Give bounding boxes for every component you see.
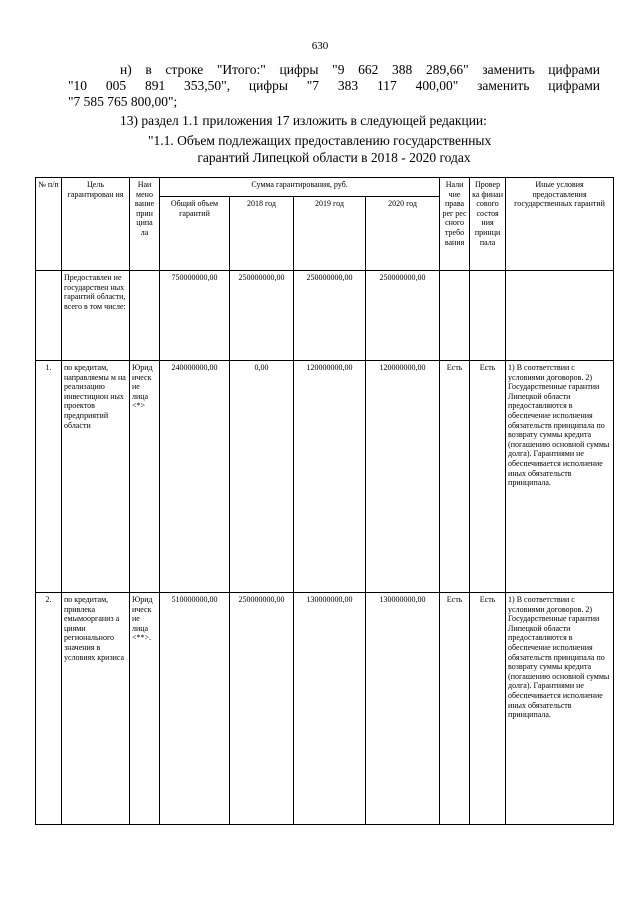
amendment-line-2: "10 005 891 353,50", цифры "7 383 117 400,00" заменить цифрами: [68, 78, 600, 93]
cell-total: 750000000,00: [160, 271, 230, 361]
cell-principal: Юрид ическ ие лица <*>: [130, 361, 160, 593]
table-header-row: [36, 178, 614, 197]
cell-total: 240000000,00: [160, 361, 230, 593]
header-2019: 2019 год: [294, 197, 366, 271]
cell-total: 510000000,00: [160, 593, 230, 825]
cell-num: 2.: [36, 593, 62, 825]
header-recourse: Нали чие права рег рес сного требо вания: [440, 178, 470, 271]
table-row: [36, 593, 614, 825]
section-heading-line-1: "1.1. Объем подлежащих предоставлению государственных: [148, 133, 492, 148]
header-total: Общий объем гарантий: [160, 197, 230, 271]
section-heading: [68, 132, 600, 166]
cell-other: 1) В соответствии с условиями договоров. 2) Государственные гарантии Липецкой области предоставляются в обеспечение исполнения обязательств принципала по возврату суммы кредита (погашению основной суммы долга). Гарантиями не обеспечивается исполнение иных обязательств принципала.: [506, 593, 614, 825]
cell-purpose: Предоставлен ие государствен ных гарантий области, всего в том числе:: [62, 271, 130, 361]
cell-2018: 250000000,00: [230, 593, 294, 825]
cell-2020: 120000000,00: [366, 361, 440, 593]
header-purpose: Цель гарантирован ия: [62, 178, 130, 271]
table-row: [36, 361, 614, 593]
cell-recourse: Есть: [440, 361, 470, 593]
amendment-paragraph-n: [68, 62, 600, 110]
cell-2019: 250000000,00: [294, 271, 366, 361]
header-principal: Наи мено вание прин ципа ла: [130, 178, 160, 271]
page-number: 630: [311, 40, 329, 52]
header-other: Иные условия предоставления государственных гарантий: [506, 178, 614, 271]
amendment-line-3: "7 585 765 800,00";: [68, 94, 178, 109]
guarantees-table: [35, 177, 614, 825]
cell-2020: 250000000,00: [366, 271, 440, 361]
cell-principal: Юрид ическ ие лица <**>.: [130, 593, 160, 825]
cell-recourse: [440, 271, 470, 361]
cell-purpose: по кредитам, привлека емымоорганиз а циями регионального значения в условиях кризиса: [62, 593, 130, 825]
cell-2019: 130000000,00: [294, 593, 366, 825]
header-num: № п/п: [36, 178, 62, 271]
cell-2018: 0,00: [230, 361, 294, 593]
cell-check: [470, 271, 506, 361]
cell-2018: 250000000,00: [230, 271, 294, 361]
header-check: Провер ка финан сового состоя ния принци пала: [470, 178, 506, 271]
cell-2020: 130000000,00: [366, 593, 440, 825]
cell-other: 1) В соответствии с условиями договоров. 2) Государственные гарантии Липецкой области предоставляются в обеспечение исполнения обязательств принципала по возврату суммы кредита (погашению основной суммы долга). Гарантиями не обеспечивается исполнение иных обязательств принципала.: [506, 361, 614, 593]
cell-recourse: Есть: [440, 593, 470, 825]
cell-other: [506, 271, 614, 361]
cell-2019: 120000000,00: [294, 361, 366, 593]
cell-num: 1.: [36, 361, 62, 593]
amendment-line-1: н) в строке "Итого:" цифры "9 662 388 289,66" заменить цифрами: [120, 62, 600, 77]
header-2020: 2020 год: [366, 197, 440, 271]
table-row-total: [36, 271, 614, 361]
cell-purpose: по кредитам, направляемы м на реализацию инвестицион ных проектов предприятий области: [62, 361, 130, 593]
header-2018: 2018 год: [230, 197, 294, 271]
amendment-paragraph-13: 13) раздел 1.1 приложения 17 изложить в следующей редакции:: [120, 113, 487, 128]
cell-check: Есть: [470, 361, 506, 593]
cell-principal: [130, 271, 160, 361]
section-heading-line-2: гарантий Липецкой области в 2018 - 2020 годах: [197, 150, 471, 165]
cell-num: [36, 271, 62, 361]
header-sum-group: Сумма гарантирования, руб.: [160, 178, 440, 197]
cell-check: Есть: [470, 593, 506, 825]
